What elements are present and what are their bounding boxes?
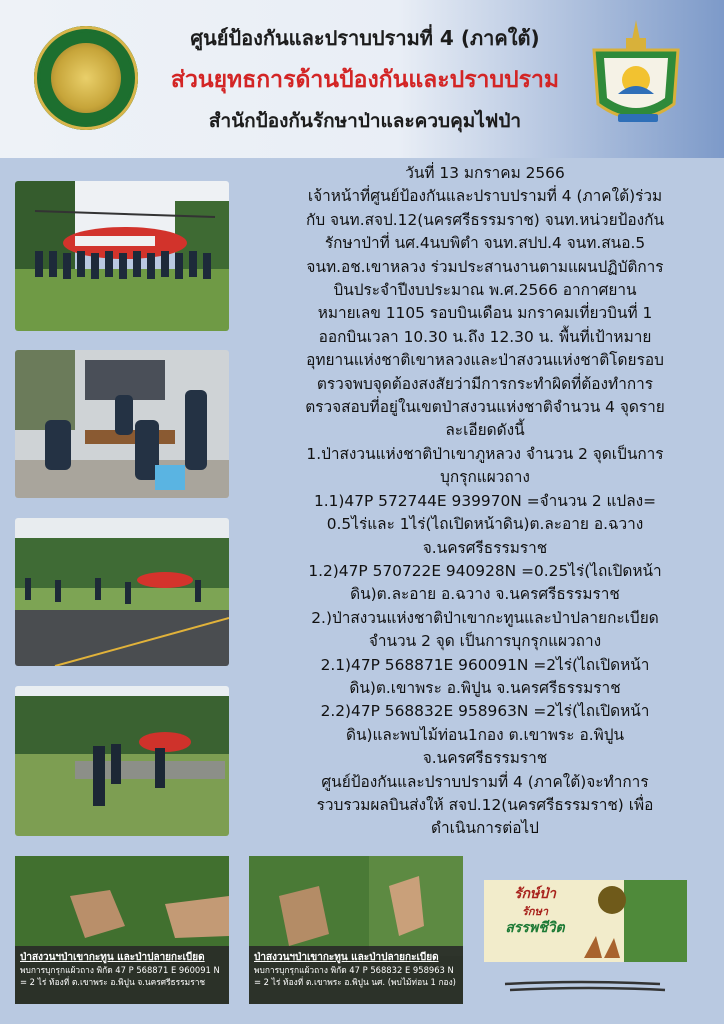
map-caption-2 [249, 946, 463, 1004]
helicopter-landing-photo [15, 686, 229, 836]
header-banner [0, 0, 724, 158]
report-line: เจ้าหน้าที่ศูนย์ป้องกันและปราบปรามที่ 4 (ภาคใต้)ร่วม [307, 187, 663, 206]
banner-slogan-line3: สรรพชีวิต [505, 920, 565, 936]
aerial-map-2 [249, 856, 463, 1004]
report-line: หมายเลข 1105 รอบบินเดือน มกราคมเที่ยวบินที่ 1 [317, 304, 653, 323]
report-line: อุทยานแห่งชาติเขาหลวงและป่าสงวนแห่งชาติโดยรอบ [306, 351, 664, 370]
report-line: บินประจำปีงบประมาณ พ.ศ.2566 อากาศยาน [333, 281, 637, 300]
bureau-name: สำนักป้องกันรักษาป่าและควบคุมไฟป่า [208, 110, 522, 132]
report-line: ตรวจพบจุดต้องสงสัยว่ามีการกระทำผิดที่ต้องทำการ [316, 374, 654, 393]
map-caption-area: = 2 ไร่ ท้องที่ ต.เขาพระ อ.พิปูน นศ. (พบไม้ท่อน 1 กอง) [254, 977, 456, 987]
report-line: วันที่ 13 มกราคม 2566 [405, 164, 565, 182]
report-line: กับ จนท.สจป.12(นครศรีธรรมราช) จนท.หน่วยป้องกัน [306, 210, 664, 229]
map-caption-coords: พบการบุกรุกแผ้วถาง พิกัด 47 P 568871 E 960091 N [20, 965, 220, 975]
report-line: ดิน)และพบไม้ท่อน1กอง ต.เขาพระ อ.พิปูน [345, 725, 625, 744]
report-line: 2.)ป่าสงวนแห่งชาติป่าเขากะทูนและป่าปลายกะเบียด [311, 608, 659, 627]
banner-slogan [490, 886, 580, 937]
map-caption-coords: พบการบุกรุกแผ้วถาง พิกัด 47 P 568832 E 958963 N [254, 965, 454, 975]
map-caption-title: ป่าสงวนฯป่าเขากะทูน และป่าปลายกะเบียด [254, 952, 439, 963]
report-line: จ.นครศรีธรรมราช [422, 538, 548, 557]
map-caption-title: ป่าสงวนฯป่าเขากะทูน และป่าปลายกะเบียด [20, 952, 205, 963]
division-name: ส่วนยุทธการด้านป้องกันและปราบปราม [170, 67, 560, 93]
report-line: 2.1)47P 568871E 960091N =2ไร่(ไถเปิดหน้า [320, 655, 650, 674]
report-line: ดิน)ต.ละอาย อ.ฉวาง จ.นครศรีธรรมราช [350, 585, 620, 604]
map-caption-1 [15, 946, 229, 1004]
report-line: 1.2)47P 570722E 940928N =0.25ไร่(ไถเปิดหน้า [308, 561, 662, 580]
helipad-road-photo [15, 518, 229, 666]
aerial-map-1 [15, 856, 229, 1004]
report-line: 2.2)47P 568832E 958963N =2ไร่(ไถเปิดหน้า [320, 702, 650, 721]
report-line: 1.ป่าสงวนแห่งชาติป่าเขาภูหลวง จำนวน 2 จุดเป็นการ [306, 444, 664, 463]
report-line: ดำเนินการต่อไป [431, 819, 539, 838]
report-body [252, 162, 718, 841]
report-line: ดิน)ต.เขาพระ อ.พิปูน จ.นครศรีธรรมราช [349, 678, 621, 697]
department-emblem-logo [588, 18, 684, 134]
center-name: ศูนย์ป้องกันและปราบปรามที่ 4 (ภาคใต้) [190, 26, 540, 50]
report-line: จนท.อช.เขาหลวง ร่วมประสานงานตามแผนปฏิบัติการ [306, 257, 664, 276]
banner-underline-strokes [500, 978, 670, 998]
helicopter-team-photo [15, 181, 229, 331]
agency-seal-logo [34, 26, 138, 130]
forest-campaign-banner [484, 880, 687, 962]
report-line: จ.นครศรีธรรมราช [422, 749, 548, 768]
report-line: บุกรุกแผวถาง [440, 468, 530, 487]
briefing-room-photo [15, 350, 229, 498]
banner-slogan-line1: รักษ์ป่า [514, 886, 556, 902]
report-line: ตรวจสอบที่อยู่ในเขตป่าสงวนแห่งชาติจำนวน 4 จุดราย [305, 398, 665, 417]
map-caption-area: = 2 ไร่ ท้องที่ ต.เขาพระ อ.พิปูน จ.นครศรีธรรมราช [20, 977, 206, 987]
report-line: ออกบินเวลา 10.30 น.ถึง 12.30 น. พื้นที่เป้าหมาย [318, 327, 652, 346]
banner-slogan-line2: รักษา [522, 905, 548, 918]
report-line: ศูนย์ป้องกันและปราบปรามที่ 4 (ภาคใต้)จะทำการ [321, 772, 649, 791]
report-line: 1.1)47P 572744E 939970N =จำนวน 2 แปลง= [313, 491, 657, 510]
report-line: 0.5ไร่และ 1ไร่(ไถเปิดหน้าดิน)ต.ละอาย อ.ฉวาง [326, 515, 644, 534]
report-line: จำนวน 2 จุด เป็นการบุกรุกแผวถาง [368, 632, 602, 651]
report-line: ละเอียดดังนี้ [445, 421, 525, 440]
report-line: รวบรวมผลบินส่งให้ สจป.12(นครศรีธรรมราช) เพื่อ [316, 795, 654, 814]
report-line: รักษาป่าที่ นศ.4นบพิตำ จนท.สปป.4 จนท.สนอ.5 [324, 234, 646, 253]
